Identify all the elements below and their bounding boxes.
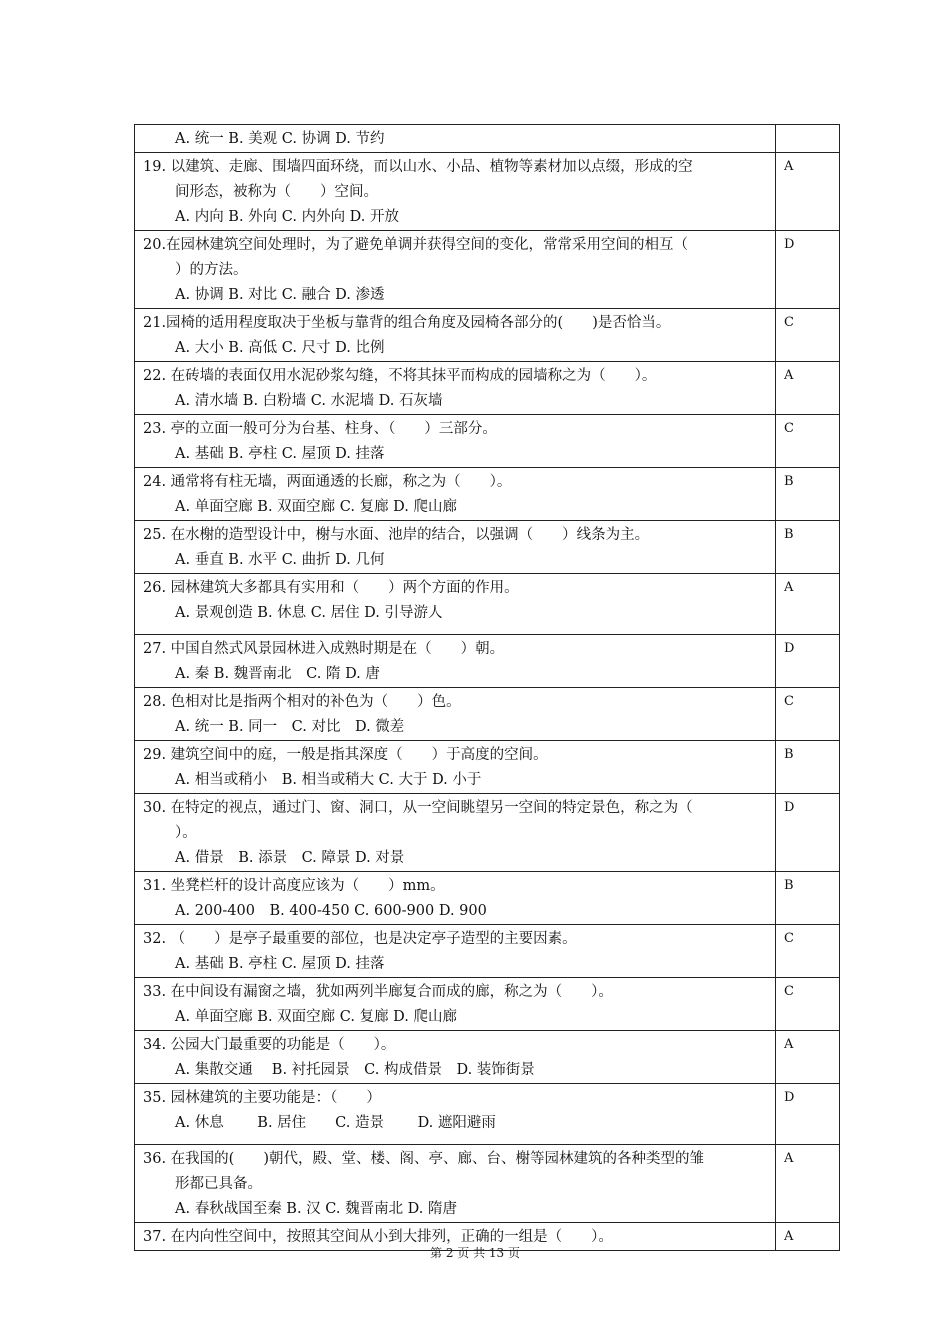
- question-row: [135, 635, 840, 688]
- question-text: 29. 建筑空间中的庭，一般是指其深度（ ）于高度的空间。: [143, 747, 548, 763]
- question-text: 35. 园林建筑的主要功能是：（ ）: [143, 1090, 381, 1106]
- question-cell: [135, 794, 776, 872]
- question-text: 23. 亭的立面一般可分为台基、柱身、（ ）三部分。: [143, 421, 497, 437]
- page-footer: 第 2 页 共 13 页: [430, 1246, 520, 1260]
- question-cell: [135, 978, 776, 1031]
- question-cell: [135, 468, 776, 521]
- answer-options: A. 大小 B. 高低 C. 尺寸 D. 比例: [175, 340, 385, 356]
- question-cell: [135, 1031, 776, 1084]
- answer-letter: B: [784, 474, 794, 489]
- question-table-body: [135, 125, 840, 1251]
- answer-letter: D: [784, 800, 795, 815]
- question-text: 36. 在我国的( )朝代，殿、堂、楼、阁、亭、廊、台、榭等园林建筑的各种类型的雏: [143, 1151, 704, 1167]
- question-text: 28. 色相对比是指两个相对的补色为（ ）色。: [143, 694, 461, 710]
- answer-cell: [776, 688, 840, 741]
- answer-letter: D: [784, 237, 795, 252]
- answer-cell: [776, 1145, 840, 1223]
- answer-letter: D: [784, 1090, 795, 1105]
- answer-options: A. 基础 B. 亭柱 C. 屋顶 D. 挂落: [175, 956, 385, 972]
- answer-letter: A: [784, 1229, 794, 1244]
- answer-options: A. 景观创造 B. 休息 C. 居住 D. 引导游人: [175, 605, 443, 621]
- answer-letter: A: [784, 580, 794, 595]
- question-cell: [135, 741, 776, 794]
- question-cell: [135, 415, 776, 468]
- answer-cell: [776, 794, 840, 872]
- answer-options: A. 借景 B. 添景 C. 障景 D. 对景: [175, 850, 405, 866]
- answer-letter: B: [784, 527, 794, 542]
- answer-options: A. 相当或稍小 B. 相当或稍大 C. 大于 D. 小于: [175, 772, 482, 788]
- question-row: [135, 1084, 840, 1145]
- answer-cell: [776, 468, 840, 521]
- answer-options: A. 200-400 B. 400-450 C. 600-900 D. 900: [175, 903, 487, 919]
- question-table-container: [134, 124, 816, 1251]
- answer-options: A. 单面空廊 B. 双面空廊 C. 复廊 D. 爬山廊: [175, 1009, 458, 1025]
- answer-cell: [776, 415, 840, 468]
- question-row: [135, 231, 840, 309]
- question-table: [134, 124, 840, 1251]
- question-cell: [135, 872, 776, 925]
- question-row: [135, 125, 840, 153]
- question-row: [135, 794, 840, 872]
- answer-cell: [776, 153, 840, 231]
- row-spacer: [143, 626, 769, 634]
- answer-letter: C: [784, 421, 794, 436]
- question-text: 33. 在中间设有漏窗之墙，犹如两列半廊复合而成的廊，称之为（ ）。: [143, 984, 613, 1000]
- question-cell: [135, 925, 776, 978]
- question-text: 31. 坐凳栏杆的设计高度应该为（ ）mm。: [143, 878, 445, 894]
- question-text: 27. 中国自然式风景园林进入成熟时期是在（ ）朝。: [143, 641, 505, 657]
- question-cell: [135, 309, 776, 362]
- question-text: 20.在园林建筑空间处理时，为了避免单调并获得空间的变化，常常采用空间的相互（: [143, 237, 689, 253]
- question-cell: [135, 688, 776, 741]
- question-text: 26. 园林建筑大多都具有实用和（ ）两个方面的作用。: [143, 580, 519, 596]
- question-row: [135, 468, 840, 521]
- question-row: [135, 574, 840, 635]
- question-text-continued: ）的方法。: [175, 262, 248, 278]
- question-text: 30. 在特定的视点，通过门、窗、洞口，从一空间眺望另一空间的特定景色，称之为（: [143, 800, 693, 816]
- answer-letter: B: [784, 878, 794, 893]
- answer-options: A. 统一 B. 同一 C. 对比 D. 微差: [175, 719, 405, 735]
- question-row: [135, 309, 840, 362]
- question-text: 21.园椅的适用程度取决于坐板与靠背的组合角度及园椅各部分的( )是否恰当。: [143, 315, 671, 331]
- answer-cell: [776, 1031, 840, 1084]
- answer-cell: [776, 978, 840, 1031]
- answer-options: A. 基础 B. 亭柱 C. 屋顶 D. 挂落: [175, 446, 385, 462]
- answer-cell: [776, 872, 840, 925]
- answer-cell: [776, 925, 840, 978]
- answer-letter: C: [784, 984, 794, 999]
- question-row: [135, 362, 840, 415]
- question-cell: [135, 1145, 776, 1223]
- question-text-continued: 形都已具备。: [175, 1176, 262, 1192]
- question-cell: [135, 153, 776, 231]
- answer-cell: [776, 1084, 840, 1145]
- question-cell: [135, 362, 776, 415]
- question-text-continued: 间形态，被称为（ ）空间。: [175, 184, 378, 200]
- answer-options: A. 休息 B. 居住 C. 造景 D. 遮阳避雨: [175, 1115, 496, 1131]
- question-text: 37. 在内向性空间中，按照其空间从小到大排列，正确的一组是（ ）。: [143, 1229, 613, 1245]
- answer-cell: [776, 741, 840, 794]
- answer-options: A. 协调 B. 对比 C. 融合 D. 渗透: [175, 287, 385, 303]
- question-row: [135, 925, 840, 978]
- answer-letter: A: [784, 368, 794, 383]
- question-cell: [135, 574, 776, 635]
- answer-cell: [776, 125, 840, 153]
- answer-cell: [776, 521, 840, 574]
- answer-options: A. 内向 B. 外向 C. 内外向 D. 开放: [175, 209, 400, 225]
- answer-cell: [776, 362, 840, 415]
- question-row: [135, 1145, 840, 1223]
- question-cell: [135, 521, 776, 574]
- question-row: [135, 872, 840, 925]
- answer-options: A. 秦 B. 魏晋南北 C. 隋 D. 唐: [175, 666, 380, 682]
- answer-options: A. 垂直 B. 水平 C. 曲折 D. 几何: [175, 552, 385, 568]
- question-text-continued: ）。: [175, 825, 197, 841]
- question-text: 25. 在水榭的造型设计中，榭与水面、池岸的结合，以强调（ ）线条为主。: [143, 527, 650, 543]
- question-row: [135, 153, 840, 231]
- question-row: [135, 741, 840, 794]
- answer-letter: C: [784, 694, 794, 709]
- answer-options: A. 统一 B. 美观 C. 协调 D. 节约: [175, 131, 385, 147]
- question-cell: [135, 125, 776, 153]
- answer-options: A. 清水墙 B. 白粉墙 C. 水泥墙 D. 石灰墙: [175, 393, 443, 409]
- answer-letter: A: [784, 159, 794, 174]
- answer-cell: [776, 309, 840, 362]
- answer-options: A. 春秋战国至秦 B. 汉 C. 魏晋南北 D. 隋唐: [175, 1201, 458, 1217]
- question-row: [135, 978, 840, 1031]
- answer-letter: B: [784, 747, 794, 762]
- answer-letter: A: [784, 1037, 794, 1052]
- question-row: [135, 688, 840, 741]
- answer-letter: C: [784, 315, 794, 330]
- question-text: 24. 通常将有柱无墙，两面通透的长廊，称之为（ ）。: [143, 474, 512, 490]
- question-row: [135, 521, 840, 574]
- question-row: [135, 1031, 840, 1084]
- answer-letter: A: [784, 1151, 794, 1166]
- answer-letter: C: [784, 931, 794, 946]
- answer-cell: [776, 231, 840, 309]
- answer-cell: [776, 574, 840, 635]
- answer-letter: D: [784, 641, 795, 656]
- answer-cell: [776, 635, 840, 688]
- question-text: 32. （ ）是亭子最重要的部位，也是决定亭子造型的主要因素。: [143, 931, 577, 947]
- question-cell: [135, 231, 776, 309]
- answer-options: A. 集散交通 B. 衬托园景 C. 构成借景 D. 装饰街景: [175, 1062, 535, 1078]
- question-row: [135, 415, 840, 468]
- question-cell: [135, 635, 776, 688]
- row-spacer: [143, 1136, 769, 1144]
- question-text: 34. 公园大门最重要的功能是（ ）。: [143, 1037, 396, 1053]
- answer-options: A. 单面空廊 B. 双面空廊 C. 复廊 D. 爬山廊: [175, 499, 458, 515]
- question-text: 22. 在砖墙的表面仅用水泥砂浆勾缝，不将其抹平而构成的园墙称之为（ ）。: [143, 368, 657, 384]
- question-cell: [135, 1084, 776, 1145]
- question-text: 19. 以建筑、走廊、围墙四面环绕，而以山水、小品、植物等素材加以点缀，形成的空: [143, 159, 693, 175]
